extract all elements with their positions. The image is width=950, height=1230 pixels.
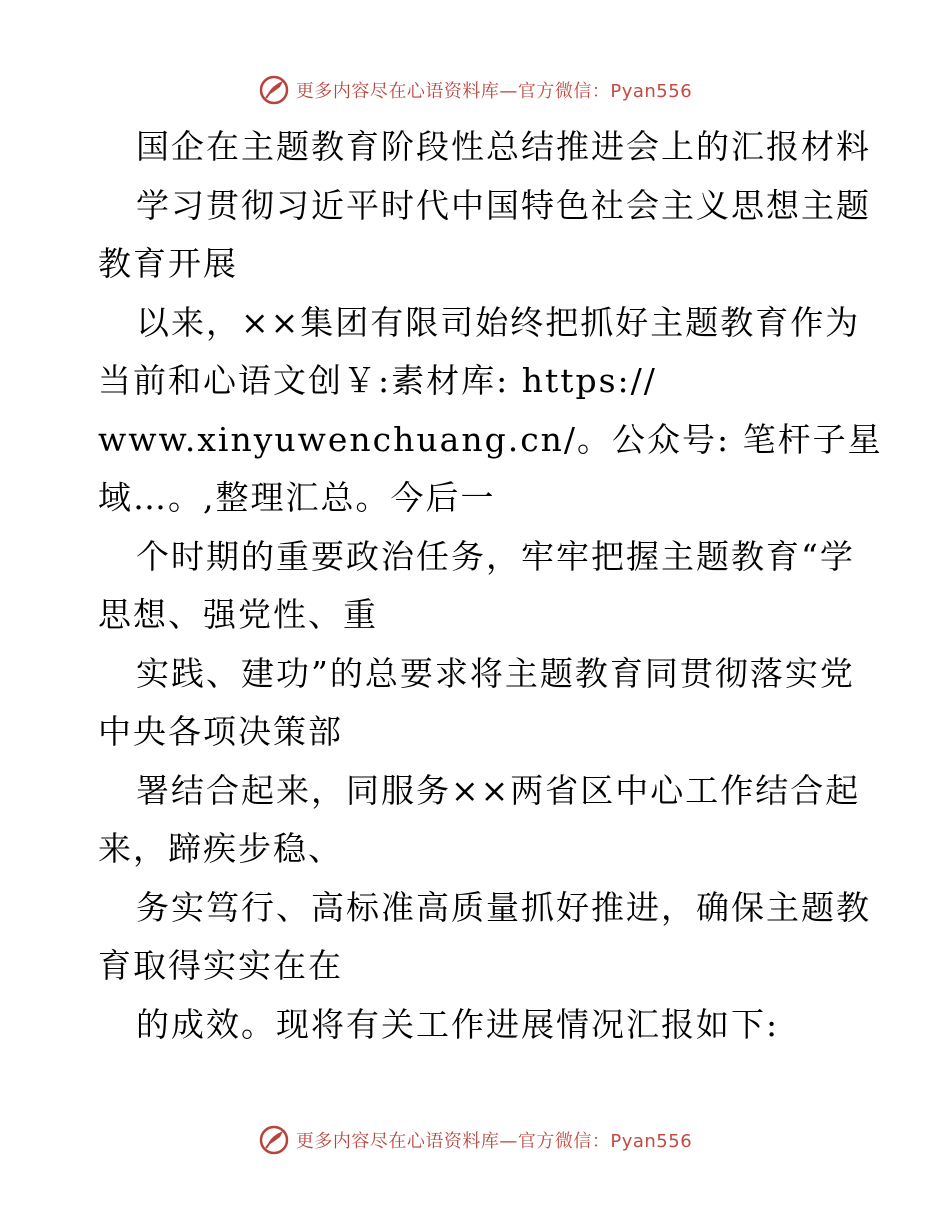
document-line: 教育开展 (98, 244, 238, 283)
document-line: www.xinyuwenchuang.cn/。公众号: 笔杆子星 (98, 419, 883, 459)
watermark-main: 更多内容尽在心语资料库 (295, 81, 500, 102)
watermark-wechat-id: Pyan556 (610, 1131, 693, 1152)
document-line: 实践、建功”的总要求将主题教育同贯彻落实党 (136, 653, 855, 693)
document-line: 国企在主题教育阶段性总结推进会上的汇报材料 (136, 127, 871, 166)
document-line: 中央各项决策部 (98, 712, 343, 751)
brush-pen-logo-icon (258, 1124, 290, 1156)
document-line: 育取得实实在在 (98, 946, 343, 985)
document-line: 思想、强党性、重 (98, 595, 378, 634)
document-line: 的成效。现将有关工作进展情况汇报如下: (136, 1004, 780, 1044)
watermark-separator: — (499, 81, 518, 102)
watermark-text (296, 77, 692, 103)
document-body (98, 118, 883, 1054)
document-line: 务实笃行、高标准高质量抓好推进，确保主题教 (136, 887, 871, 927)
document-line: 来，蹄疾步稳、 (98, 829, 343, 868)
document-line: 个时期的重要政治任务，牢牢把握主题教育“学 (136, 536, 855, 576)
document-line: 学习贯彻习近平时代中国特色社会主义思想主题 (136, 185, 871, 225)
header-watermark (0, 70, 950, 110)
document-line: 以来，××集团有限司始终把抓好主题教育作为 (136, 302, 861, 342)
document-line: 署结合起来，同服务××两省区中心工作结合起 (136, 770, 861, 810)
document-line: 域…。,整理汇总。今后一 (98, 478, 496, 517)
brush-pen-logo-icon (258, 74, 290, 106)
footer-watermark (0, 1120, 950, 1160)
watermark-separator: — (499, 1131, 518, 1152)
watermark-wechat-label: 官方微信： (517, 81, 611, 102)
watermark-wechat-id: Pyan556 (610, 81, 693, 102)
watermark-main: 更多内容尽在心语资料库 (295, 1131, 500, 1152)
watermark-text (296, 1127, 692, 1153)
document-line: 当前和心语文创￥:素材库: https:// (98, 361, 657, 400)
watermark-wechat-label: 官方微信： (517, 1131, 611, 1152)
